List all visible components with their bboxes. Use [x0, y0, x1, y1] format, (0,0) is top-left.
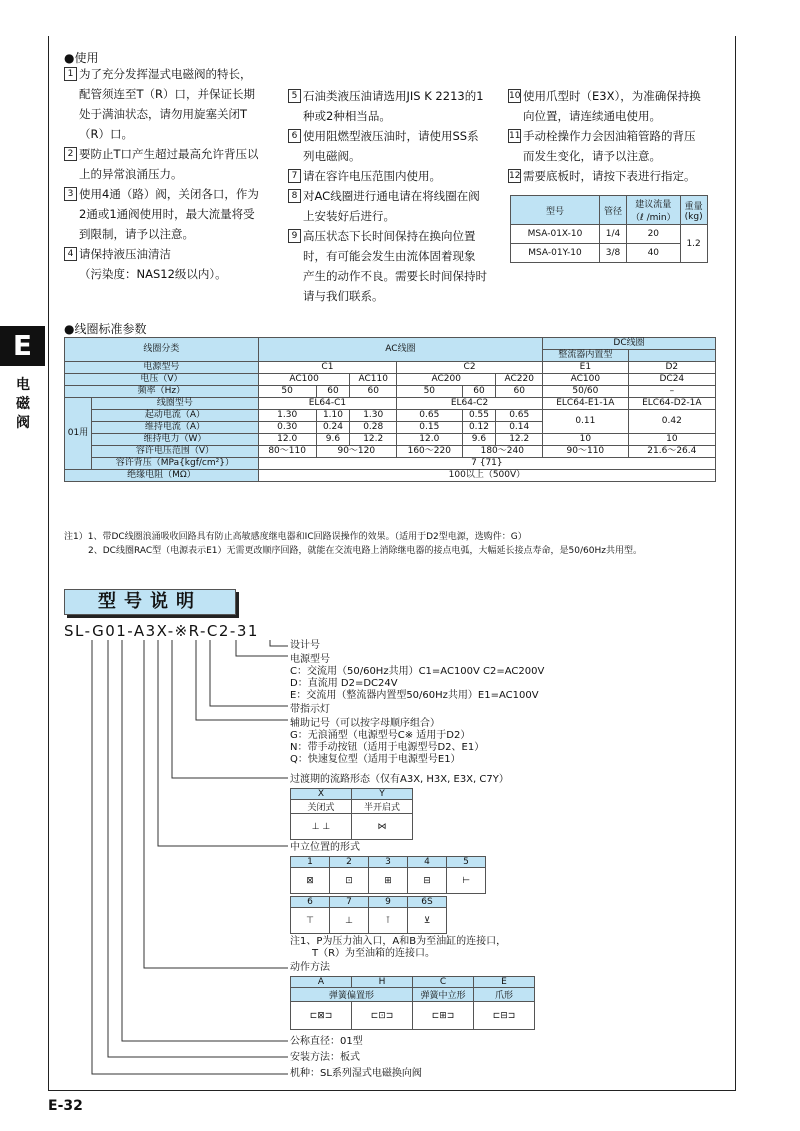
model-title: 型号说明: [64, 589, 236, 615]
nominal-size: 公称直径：01型: [290, 1036, 363, 1047]
closed-symbol-icon: ⊥ ⊥: [291, 814, 352, 840]
usage-item: 6 使用阻燃型液压油时，请使用SS系 列电磁阀。: [288, 126, 506, 166]
usage-column-1: [64, 64, 284, 284]
neutral-note: T（R）为至油箱的连接口。: [312, 948, 436, 959]
lamp-label: 带指示灯: [290, 704, 330, 715]
neutral-table-2: 6 7 9 6S ⊤ ⊥ ⊺ ⊻: [290, 896, 447, 934]
usage-item: 4 请保持液压油清洁 （污染度：NAS12级以内）。: [64, 244, 284, 284]
aux-line: N：带手动按钮（适用于电源型号D2、E1）: [290, 742, 485, 753]
neutral-title: 中立位置的形式: [290, 842, 360, 853]
neutral-symbol-icon: ⊠: [291, 868, 330, 894]
mounting-method: 安装方法：板式: [290, 1052, 360, 1063]
neutral-table: 1 2 3 4 5 ⊠ ⊡ ⊞ ⊟ ⊢: [290, 856, 486, 894]
detent-symbol-icon: ⊏⊟⊐: [474, 1002, 535, 1030]
usage-column-2: [288, 86, 506, 306]
power-type-line: D：直流用 D2=DC24V: [290, 678, 398, 689]
aux-title: 辅助记号（可以按字母顺序组合）: [290, 718, 440, 729]
transition-table: X Y 关闭式 半开启式 ⊥ ⊥ ⋈: [290, 788, 413, 840]
table-header: 管径: [600, 196, 627, 225]
usage-item: 10 使用爪型时（E3X），为准确保持换 向位置，请连续通电使用。: [509, 89, 701, 123]
side-tab-letter: E: [0, 326, 45, 366]
neutral-symbol-icon: ⊥: [330, 908, 369, 934]
usage-column-3: [508, 86, 726, 186]
spring-center-symbol-icon: ⊏⊞⊐: [413, 1002, 474, 1030]
neutral-symbol-icon: ⊤: [291, 908, 330, 934]
model-code: SL-G01-A3X-※R-C2-31: [64, 622, 259, 640]
aux-line: Q：快速复位型（适用于电源型号E1）: [290, 754, 461, 765]
subplate-table: [510, 195, 708, 263]
usage-title: ●使用: [64, 51, 99, 65]
usage-item: 12 需要底板时，请按下表进行指定。: [509, 169, 696, 183]
usage-item: 1 为了充分发挥湿式电磁阀的特长， 配管须连至T（R）口，并保证长期 处于满油状态，请勿用旋塞关闭T （R）口。: [64, 64, 284, 144]
neutral-symbol-icon: ⊻: [408, 908, 447, 934]
neutral-symbol-icon: ⊢: [447, 868, 486, 894]
transition-title: 过渡期的流路形态（仅有A3X, H3X, E3X, C7Y）: [290, 774, 509, 785]
neutral-symbol-icon: ⊟: [408, 868, 447, 894]
table-header: 重量 (kg): [680, 196, 707, 225]
coil-title: ●线圈标准参数: [64, 322, 147, 336]
side-tab-label: 电磁阀: [16, 377, 30, 431]
usage-item: 3 使用4通（路）阀，关闭各口，作为 2通或1通阀使用时，最大流量将受 到限制，请予以注意。: [64, 184, 284, 244]
usage-item: 11 手动栓操作力会因油箱管路的背压 而发生变化，请予以注意。: [509, 129, 696, 163]
usage-item: 5 石油类液压油请选用JIS K 2213的1 种或2种相当品。: [288, 86, 506, 126]
coil-table: 线圈分类 AC线圈 DC线圈 整流器内置型 电源型号 C1 C2 E1 D2 电压（V） AC100 AC110 AC200 AC220 AC100 DC24 频率（Hz） 50 60 60 50 60 60 50/60 – 01用 线圈型号 EL64-C1 EL64-C2 ELC64-E1-1A ELC64-D2-1A 起动电流（A） 1.30 1.10 1.30 0.65 0.55 0.65 0.11 0.42 维持电流（A） 0.30 0.24 0.28 0.15 0.12 0.14 维持电力（W） 12.0 9.6 12.2 12.0 9.6 12.2 10 10 容许电压范围（V） 80～110 90～120 160～220 180～240 90～110 21.6～26.4 容许背压（MPa{kgf/cm²}） 7 {71} 绝缘电阻（MΩ） 100以上（500V）: [64, 337, 716, 482]
model-kind: 机种：SL系列湿式电磁换向阀: [290, 1068, 422, 1079]
page-number: E-32: [48, 1098, 83, 1114]
neutral-symbol-icon: ⊺: [369, 908, 408, 934]
usage-item: 2 要防止T口产生超过最高允许背压以 上的异常浪涌压力。: [64, 144, 284, 184]
table-header: 建议流量 （ℓ /min）: [627, 196, 681, 225]
table-row: MSA-01X-10 1/4 20 1.2: [511, 225, 708, 244]
action-title: 动作方法: [290, 962, 330, 973]
action-table: A H C E 弹簧偏置形 弹簧中立形 爪形 ⊏⊠⊐ ⊏⊡⊐ ⊏⊞⊐ ⊏⊟⊐: [290, 976, 535, 1030]
aux-line: G：无浪涌型（电源型号C※ 适用于D2）: [290, 730, 471, 741]
usage-item: 7 请在容许电压范围内使用。: [288, 166, 506, 186]
half-open-symbol-icon: ⋈: [352, 814, 413, 840]
table-header: 型号: [511, 196, 600, 225]
notes: 注1）1、带DC线圈浪涌吸收回路具有防止高敏感度继电器和IC回路误操作的效果。（适用于D2型电源，选购件：G） 2、DC线圈RAC型（电源表示E1）无需更改顺序回路，就能在交流电路上消除继电器的接点电弧，大幅延长接点寿命，是50/60Hz共用型。: [64, 532, 642, 556]
neutral-symbol-icon: ⊡: [330, 868, 369, 894]
neutral-note: 注1、P为压力油入口，A和B为至油缸的连接口，: [290, 936, 507, 947]
usage-item: 8 对AC线圈进行通电请在将线圈在阀 上安装好后进行。: [288, 186, 506, 226]
usage-item: 9 高压状态下长时间保持在换向位置 时，有可能会发生由流体固着现象 产生的动作不良。需要长时间保持时 请与我们联系。: [288, 226, 506, 306]
table-row: MSA-01Y-10 3/8 40: [511, 244, 708, 263]
design-number: 设计号: [290, 640, 320, 651]
power-type-title: 电源型号: [290, 654, 330, 665]
spring-offset-symbol-icon: ⊏⊡⊐: [352, 1002, 413, 1030]
power-type-line: E：交流用（整流器内置型50/60Hz共用）E1=AC100V: [290, 690, 539, 701]
power-type-line: C：交流用（50/60Hz共用）C1=AC100V C2=AC200V: [290, 666, 545, 677]
neutral-symbol-icon: ⊞: [369, 868, 408, 894]
spring-offset-symbol-icon: ⊏⊠⊐: [291, 1002, 352, 1030]
